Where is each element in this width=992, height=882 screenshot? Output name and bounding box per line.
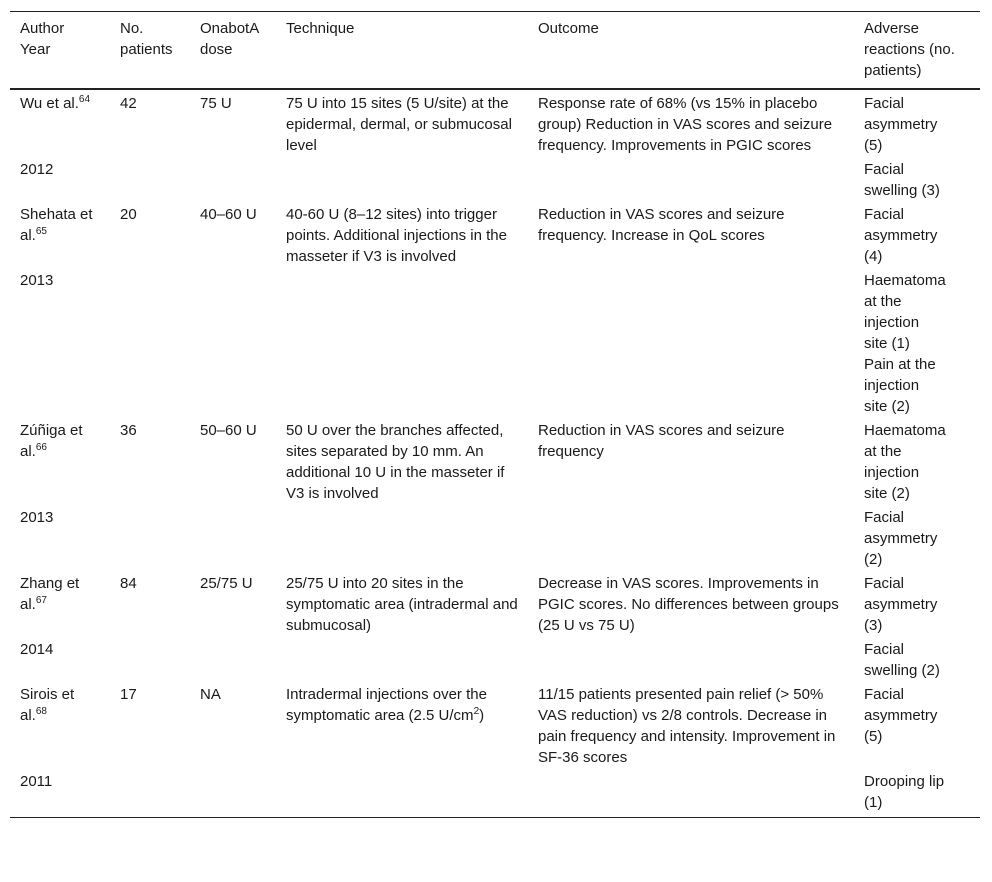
year-cell: 2012 (20, 161, 54, 178)
header-outcome: Outcome (528, 12, 854, 90)
technique-cell: 40-60 U (8–12 sites) into trigger points. Additional injections in the masseter if V3 is involved (286, 206, 507, 265)
year-cell: 2013 (20, 509, 54, 526)
technique-cell: 25/75 U into 20 sites in the symptomatic area (intradermal and submucosal) (286, 575, 518, 634)
header-patients: No. patients (110, 12, 190, 90)
table-row (10, 637, 980, 682)
dose-cell: 75 U (200, 95, 232, 112)
adverse-cell: Facial swelling (3) (864, 161, 940, 199)
adverse-cell: Facial swelling (2) (864, 641, 940, 679)
header-author-year: Author Year (10, 12, 110, 90)
table-row (10, 89, 980, 157)
patients-cell: 20 (120, 206, 137, 223)
header-adverse: Adverse reactions (no. patients) (854, 12, 980, 90)
year-cell: 2011 (10, 769, 110, 818)
dose-cell: 50–60 U (200, 422, 257, 439)
header-row (10, 12, 980, 90)
adverse-cell: Facial asymmetry (3) (864, 575, 938, 634)
table-row (10, 202, 980, 268)
author-cell: Shehata et al.$^{65}$ (20, 206, 93, 244)
outcome-cell: 11/15 patients presented pain relief (> 50% VAS reduction) vs 2/8 controls. Decrease in pain frequency and intensity. Improvement in SF-36 scores (538, 686, 836, 766)
header-technique: Technique (276, 12, 528, 90)
dose-cell: 40–60 U (200, 206, 257, 223)
author-cell: Zhang et al.$^{67}$ (20, 575, 80, 613)
patients-cell: 17 (120, 686, 137, 703)
year-cell: 2014 (20, 641, 54, 658)
table-row (10, 769, 980, 818)
adverse-cell: Facial asymmetry (4) (864, 206, 938, 265)
table-row (10, 418, 980, 505)
adverse-cell: Facial asymmetry (2) (864, 509, 938, 568)
outcome-cell: Decrease in VAS scores. Improvements in PGIC scores. No differences between groups (25 U vs 75 U) (538, 575, 839, 634)
outcome-cell: Reduction in VAS scores and seizure frequency. Increase in QoL scores (538, 206, 785, 244)
author-cell: Sirois et al.$^{68}$ (20, 686, 75, 724)
adverse-cell: Haematoma at the injection site (2) (864, 422, 946, 502)
author-cell: Wu et al.$^{64}$ (20, 94, 91, 112)
outcome-cell: Reduction in VAS scores and seizure frequency (538, 422, 785, 460)
technique-cell: Intradermal injections over the symptomatic area (2.5 $U/cm^2$) (286, 686, 487, 724)
patients-cell: 84 (120, 575, 137, 592)
table-container (10, 11, 980, 818)
table-row (10, 268, 980, 418)
technique-cell: 50 U over the branches affected, sites separated by 10 mm. An additional 10 U in the masseter if V3 is involved (286, 422, 505, 502)
table-row (10, 505, 980, 571)
technique-cell: 75 U into 15 sites (5 U/site) at the epidermal, dermal, or submucosal level (286, 95, 512, 154)
outcome-cell: Response rate of 68% (vs 15% in placebo group) Reduction in VAS scores and seizure frequency. Improvements in PGIC scores (538, 95, 833, 154)
header-dose: OnabotA dose (190, 12, 276, 90)
adverse-cell: Drooping lip (1) (854, 769, 980, 818)
author-cell: Zúñiga et al.$^{66}$ (20, 422, 83, 460)
table-row (10, 157, 980, 202)
dose-cell: NA (200, 686, 221, 703)
year-cell: 2013 (20, 272, 54, 289)
table-row (10, 571, 980, 637)
table-row (10, 682, 980, 769)
botulinum-studies-table (10, 11, 980, 818)
dose-cell: 25/75 U (200, 575, 253, 592)
patients-cell: 42 (120, 95, 137, 112)
adverse-cell: Haematoma at the injection site (1) Pain at the injection site (2) (864, 272, 946, 415)
adverse-cell: Facial asymmetry (5) (864, 95, 938, 154)
adverse-cell: Facial asymmetry (5) (864, 686, 938, 745)
patients-cell: 36 (120, 422, 137, 439)
